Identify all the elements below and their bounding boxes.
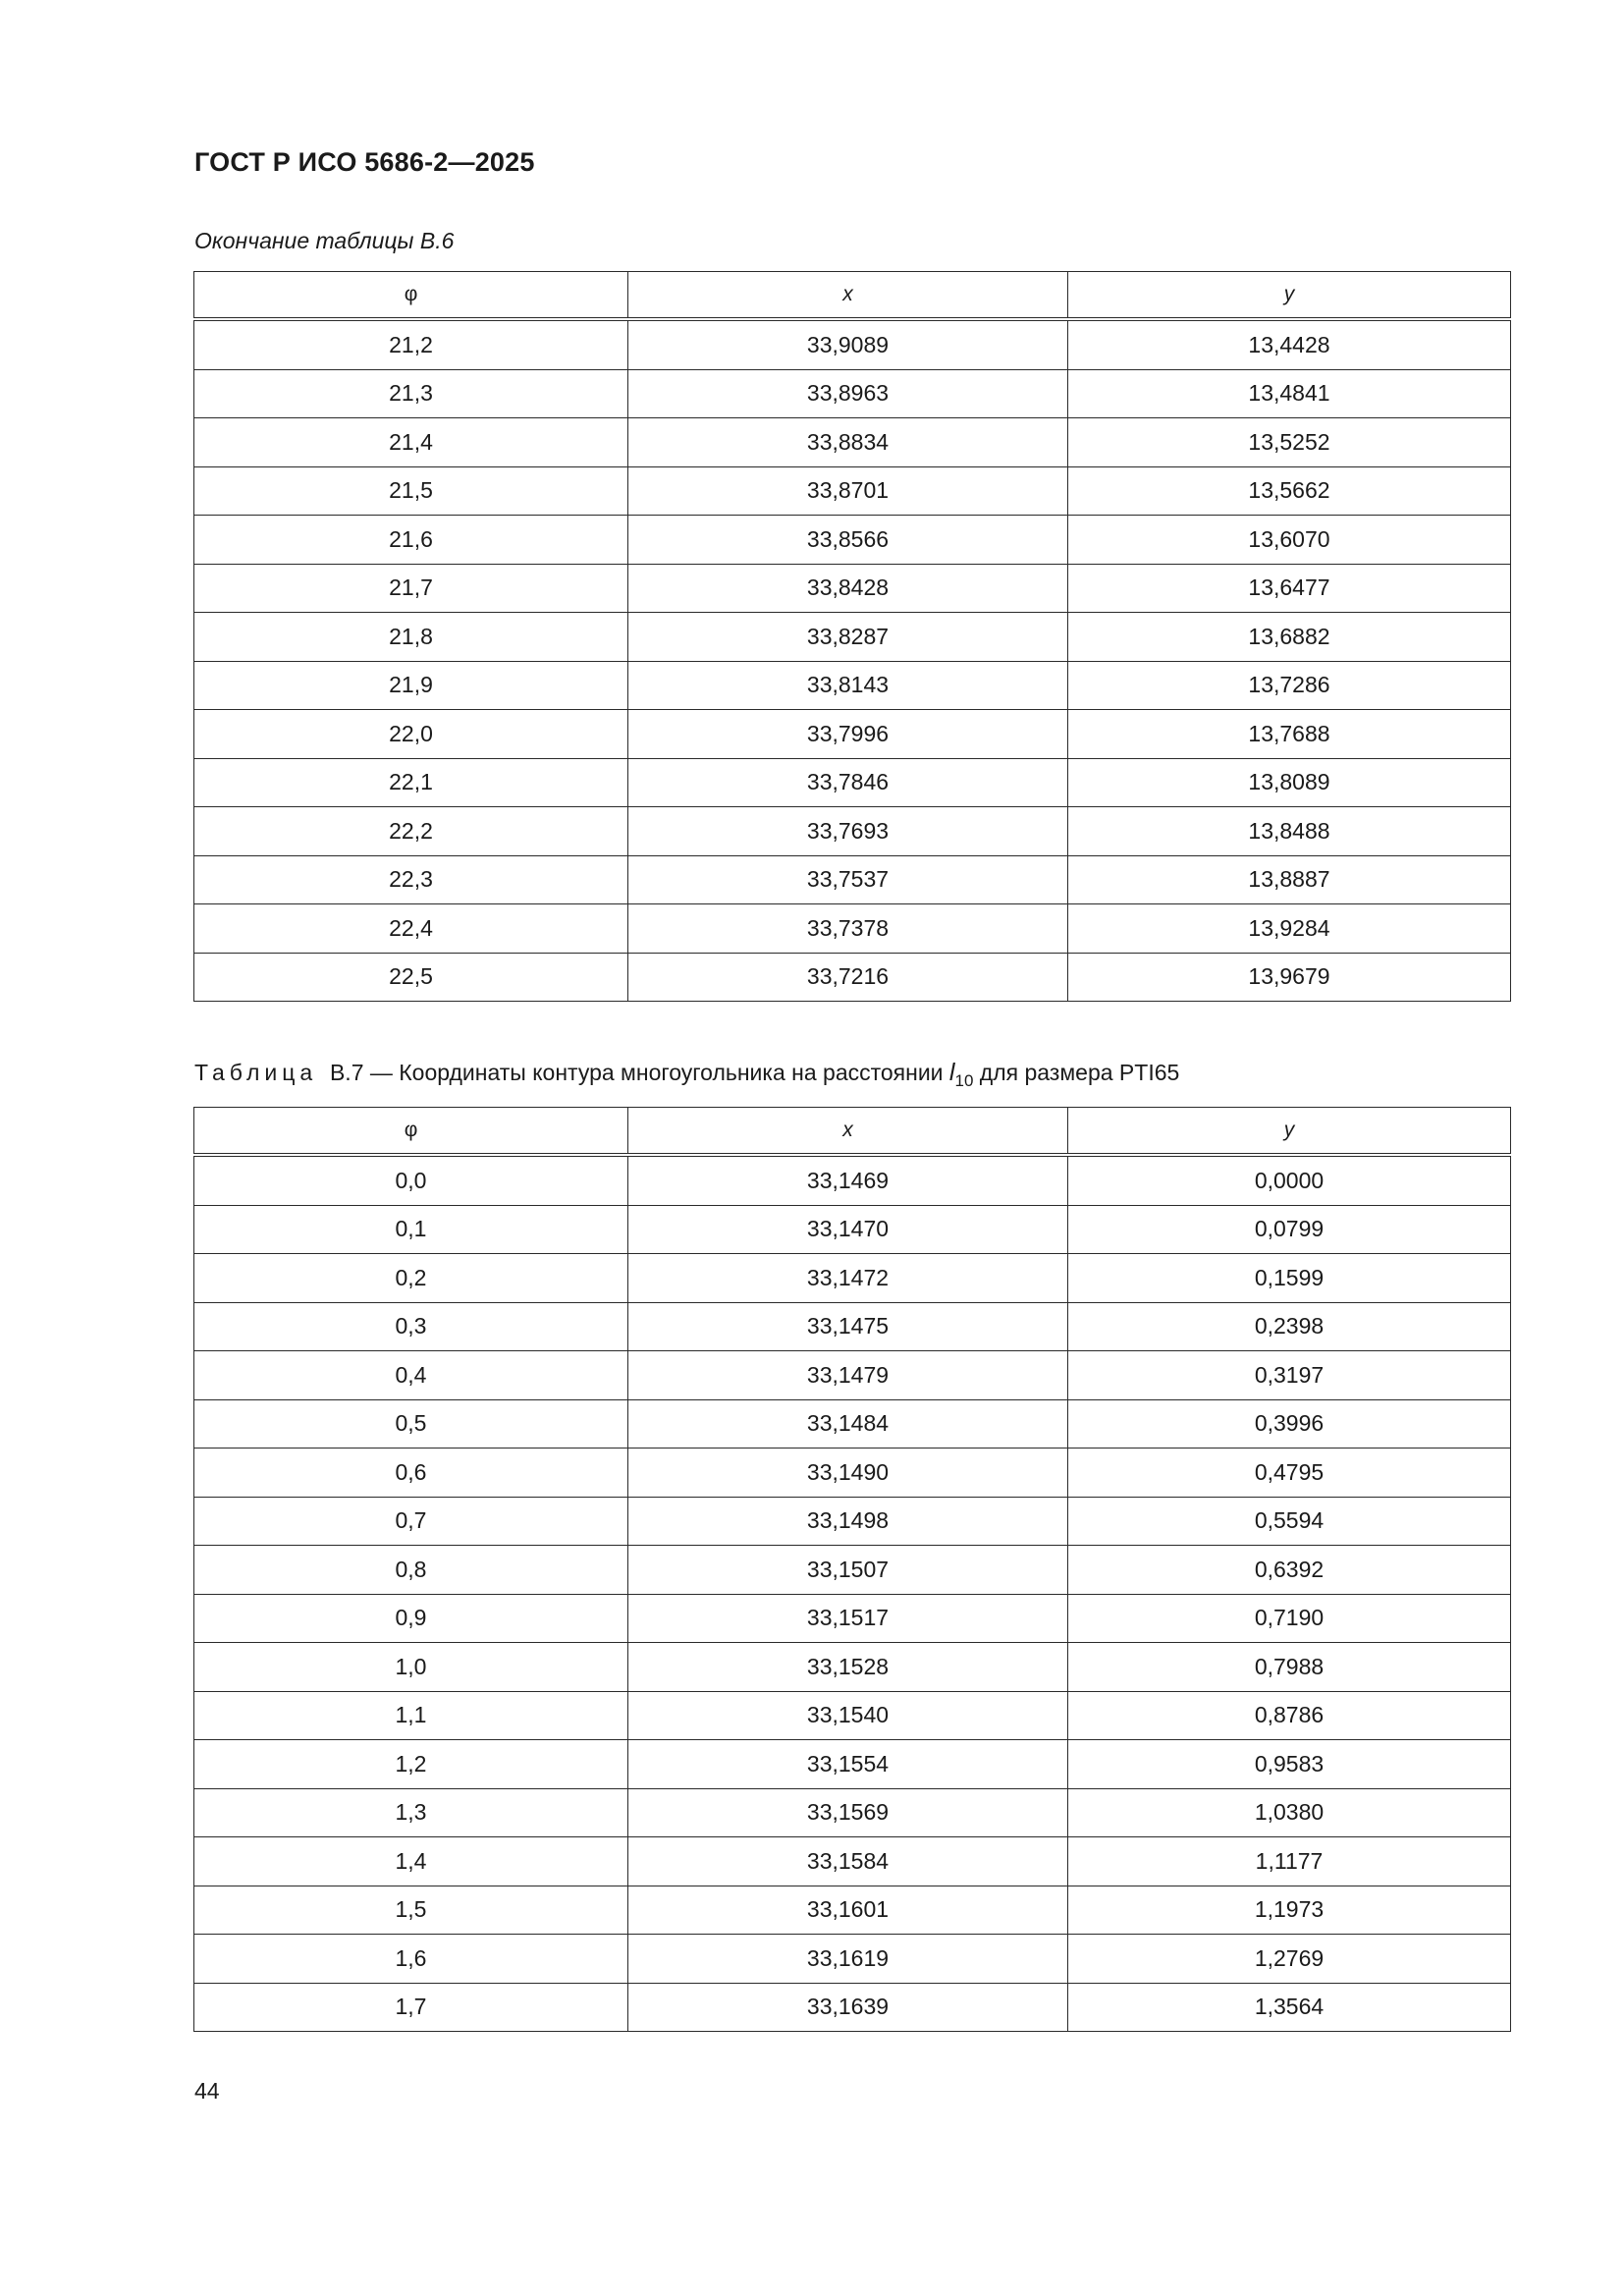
cell-y: 13,7286	[1068, 661, 1511, 710]
column-header-x: x	[628, 1108, 1068, 1156]
table-row	[194, 1594, 1511, 1643]
cell-y: 13,9679	[1068, 953, 1511, 1002]
table-row	[194, 369, 1511, 418]
cell-phi: 22,5	[194, 953, 628, 1002]
cell-y: 0,6392	[1068, 1546, 1511, 1595]
column-header-y: y	[1068, 1108, 1511, 1156]
table-b7-caption	[194, 1059, 1180, 1090]
table-row	[194, 1691, 1511, 1740]
cell-x: 33,7996	[628, 710, 1068, 759]
cell-y: 0,7190	[1068, 1594, 1511, 1643]
table-row	[194, 953, 1511, 1002]
cell-phi: 0,0	[194, 1155, 628, 1205]
cell-phi: 0,3	[194, 1302, 628, 1351]
cell-y: 13,6477	[1068, 564, 1511, 613]
table-row	[194, 1351, 1511, 1400]
cell-y: 0,0000	[1068, 1155, 1511, 1205]
cell-x: 33,7537	[628, 855, 1068, 904]
cell-x: 33,7216	[628, 953, 1068, 1002]
cell-y: 13,6070	[1068, 516, 1511, 565]
cell-y: 13,4841	[1068, 369, 1511, 418]
cell-x: 33,1540	[628, 1691, 1068, 1740]
cell-phi: 21,4	[194, 418, 628, 467]
distance-symbol: l	[948, 1059, 955, 1086]
cell-phi: 22,4	[194, 904, 628, 954]
cell-x: 33,1601	[628, 1886, 1068, 1935]
cell-y: 0,4795	[1068, 1449, 1511, 1498]
table-row	[194, 1205, 1511, 1254]
cell-y: 1,2769	[1068, 1935, 1511, 1984]
table-row	[194, 1886, 1511, 1935]
cell-phi: 0,7	[194, 1497, 628, 1546]
cell-y: 0,5594	[1068, 1497, 1511, 1546]
table-row	[194, 1935, 1511, 1984]
table-row	[194, 710, 1511, 759]
cell-x: 33,7693	[628, 807, 1068, 856]
column-header-y: y	[1068, 272, 1511, 320]
cell-y: 0,1599	[1068, 1254, 1511, 1303]
cell-y: 0,2398	[1068, 1302, 1511, 1351]
table-row	[194, 418, 1511, 467]
cell-x: 33,1639	[628, 1983, 1068, 2032]
cell-phi: 0,8	[194, 1546, 628, 1595]
cell-phi: 22,2	[194, 807, 628, 856]
table-row	[194, 1254, 1511, 1303]
cell-x: 33,1479	[628, 1351, 1068, 1400]
table-row	[194, 1837, 1511, 1886]
cell-x: 33,8428	[628, 564, 1068, 613]
cell-y: 0,0799	[1068, 1205, 1511, 1254]
cell-y: 13,8089	[1068, 758, 1511, 807]
cell-y: 0,9583	[1068, 1740, 1511, 1789]
cell-phi: 1,0	[194, 1643, 628, 1692]
table-row	[194, 1399, 1511, 1449]
cell-x: 33,1528	[628, 1643, 1068, 1692]
cell-phi: 21,3	[194, 369, 628, 418]
cell-y: 13,5252	[1068, 418, 1511, 467]
table-row	[194, 1302, 1511, 1351]
table-header-row	[194, 272, 1511, 320]
cell-y: 13,8488	[1068, 807, 1511, 856]
cell-phi: 1,4	[194, 1837, 628, 1886]
table-row	[194, 1497, 1511, 1546]
cell-phi: 21,2	[194, 319, 628, 369]
cell-x: 33,1475	[628, 1302, 1068, 1351]
cell-y: 1,3564	[1068, 1983, 1511, 2032]
table-caption-word: Таблица	[194, 1060, 318, 1085]
cell-x: 33,1619	[628, 1935, 1068, 1984]
cell-phi: 1,7	[194, 1983, 628, 2032]
cell-x: 33,1469	[628, 1155, 1068, 1205]
cell-x: 33,1498	[628, 1497, 1068, 1546]
cell-x: 33,1470	[628, 1205, 1068, 1254]
cell-phi: 22,3	[194, 855, 628, 904]
table-row	[194, 1643, 1511, 1692]
cell-phi: 0,2	[194, 1254, 628, 1303]
cell-phi: 1,3	[194, 1788, 628, 1837]
table-header-row	[194, 1108, 1511, 1156]
document-code-header: ГОСТ Р ИСО 5686-2—2025	[194, 147, 535, 177]
cell-y: 0,7988	[1068, 1643, 1511, 1692]
column-header-x: x	[628, 272, 1068, 320]
cell-x: 33,8834	[628, 418, 1068, 467]
cell-x: 33,8143	[628, 661, 1068, 710]
cell-x: 33,9089	[628, 319, 1068, 369]
table-row	[194, 613, 1511, 662]
table-row	[194, 904, 1511, 954]
table-caption-text: В.7 — Координаты контура многоугольника на расстоянии	[329, 1060, 949, 1085]
cell-y: 13,6882	[1068, 613, 1511, 662]
cell-x: 33,1554	[628, 1740, 1068, 1789]
table-row	[194, 661, 1511, 710]
cell-x: 33,7378	[628, 904, 1068, 954]
cell-phi: 0,5	[194, 1399, 628, 1449]
cell-y: 13,8887	[1068, 855, 1511, 904]
table-row	[194, 807, 1511, 856]
cell-phi: 21,8	[194, 613, 628, 662]
page-number: 44	[194, 2078, 220, 2104]
cell-y: 1,1177	[1068, 1837, 1511, 1886]
cell-phi: 0,6	[194, 1449, 628, 1498]
cell-phi: 21,5	[194, 466, 628, 516]
cell-y: 13,7688	[1068, 710, 1511, 759]
table-row	[194, 1983, 1511, 2032]
cell-x: 33,1584	[628, 1837, 1068, 1886]
cell-y: 0,3996	[1068, 1399, 1511, 1449]
cell-x: 33,1569	[628, 1788, 1068, 1837]
table-caption-tail: для размера PTI65	[973, 1060, 1180, 1085]
table-row	[194, 564, 1511, 613]
table-row	[194, 1155, 1511, 1205]
cell-phi: 21,9	[194, 661, 628, 710]
cell-x: 33,7846	[628, 758, 1068, 807]
table-row	[194, 855, 1511, 904]
cell-y: 0,3197	[1068, 1351, 1511, 1400]
coordinates-table-b6-end	[193, 271, 1511, 1002]
cell-x: 33,8963	[628, 369, 1068, 418]
cell-y: 1,0380	[1068, 1788, 1511, 1837]
cell-phi: 1,5	[194, 1886, 628, 1935]
cell-phi: 21,7	[194, 564, 628, 613]
table-continuation-caption: Окончание таблицы В.6	[194, 228, 455, 253]
cell-phi: 0,9	[194, 1594, 628, 1643]
cell-phi: 1,1	[194, 1691, 628, 1740]
cell-x: 33,1517	[628, 1594, 1068, 1643]
cell-y: 13,9284	[1068, 904, 1511, 954]
table-row	[194, 1788, 1511, 1837]
table-row	[194, 1449, 1511, 1498]
table-row	[194, 516, 1511, 565]
cell-phi: 1,6	[194, 1935, 628, 1984]
cell-x: 33,8701	[628, 466, 1068, 516]
cell-phi: 0,1	[194, 1205, 628, 1254]
cell-x: 33,1507	[628, 1546, 1068, 1595]
cell-phi: 22,1	[194, 758, 628, 807]
cell-phi: 0,4	[194, 1351, 628, 1400]
cell-x: 33,8566	[628, 516, 1068, 565]
cell-y: 13,4428	[1068, 319, 1511, 369]
distance-subscript: 10	[954, 1071, 974, 1090]
cell-x: 33,1490	[628, 1449, 1068, 1498]
cell-x: 33,1472	[628, 1254, 1068, 1303]
cell-phi: 22,0	[194, 710, 628, 759]
table-row	[194, 758, 1511, 807]
column-header-phi: φ	[194, 272, 628, 320]
cell-y: 0,8786	[1068, 1691, 1511, 1740]
table-row	[194, 466, 1511, 516]
coordinates-table-b7	[193, 1107, 1511, 2032]
table-row	[194, 1546, 1511, 1595]
table-row	[194, 319, 1511, 369]
cell-y: 13,5662	[1068, 466, 1511, 516]
cell-y: 1,1973	[1068, 1886, 1511, 1935]
column-header-phi: φ	[194, 1108, 628, 1156]
cell-x: 33,8287	[628, 613, 1068, 662]
cell-phi: 21,6	[194, 516, 628, 565]
cell-phi: 1,2	[194, 1740, 628, 1789]
table-row	[194, 1740, 1511, 1789]
cell-x: 33,1484	[628, 1399, 1068, 1449]
